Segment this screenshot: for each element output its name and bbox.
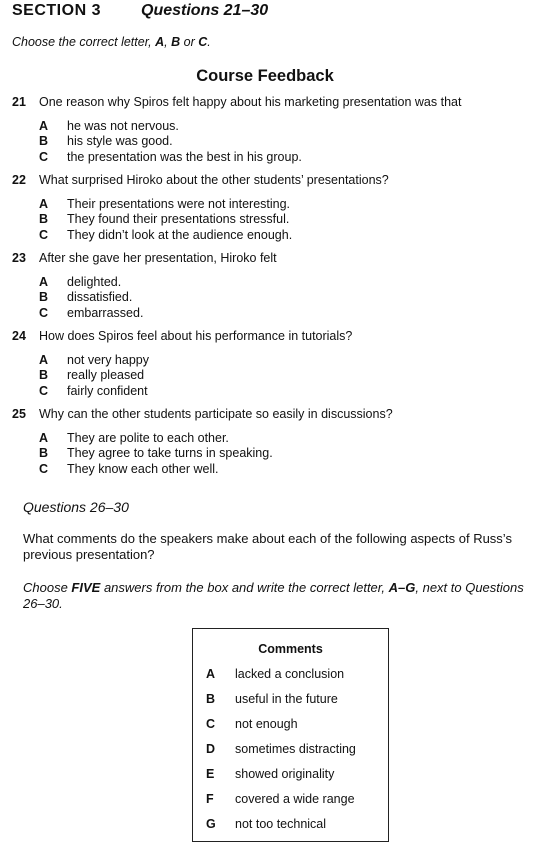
letter-c: C: [198, 35, 208, 49]
subheading: Questions 26–30: [23, 499, 129, 515]
choose-range: A–G: [388, 580, 416, 595]
question-number: 21: [12, 95, 26, 109]
instruction-sep2: or: [180, 35, 199, 49]
comment-letter: E: [206, 767, 215, 781]
choose-after: , next to Questions 26–30.: [23, 580, 524, 611]
comment-text: not enough: [235, 717, 298, 731]
comment-letter: A: [206, 667, 216, 681]
option-text: really pleased: [67, 368, 145, 382]
choose-instruction: [23, 580, 543, 612]
instruction-after: .: [207, 35, 211, 49]
question-stem: What surprised Hiroko about the other students’ presentations?: [39, 173, 389, 187]
option-text: They found their presentations stressful.: [67, 212, 290, 226]
instruction-sep1: ,: [164, 35, 172, 49]
comment-text: sometimes distracting: [235, 742, 356, 756]
question-stem: How does Spiros feel about his performance in tutorials?: [39, 329, 353, 343]
option-text: They agree to take turns in speaking.: [67, 446, 273, 460]
question-number: 23: [12, 251, 26, 265]
option-letter: A: [39, 353, 49, 367]
page-heading: Course Feedback: [196, 67, 334, 85]
choose-before: Choose: [23, 580, 72, 595]
question-stem: After she gave her presentation, Hiroko felt: [39, 251, 277, 265]
option-text: They know each other well.: [67, 462, 219, 476]
option-letter: A: [39, 431, 49, 445]
instruction-before: Choose the correct letter,: [12, 35, 156, 49]
letter-a: A: [155, 35, 165, 49]
option-text: embarrassed.: [67, 306, 144, 320]
option-letter: C: [39, 306, 49, 320]
option-letter: A: [39, 275, 49, 289]
question-number: 25: [12, 407, 26, 421]
comment-letter: D: [206, 742, 216, 756]
letter-b: B: [171, 35, 181, 49]
option-letter: B: [39, 368, 49, 382]
option-letter: B: [39, 212, 49, 226]
comment-text: lacked a conclusion: [235, 667, 345, 681]
comment-text: showed originality: [235, 767, 335, 781]
question-number: 24: [12, 329, 26, 343]
question-number: 22: [12, 173, 26, 187]
comment-letter: B: [206, 692, 216, 706]
option-text: he was not nervous.: [67, 119, 179, 133]
option-letter: A: [39, 119, 49, 133]
option-letter: B: [39, 446, 49, 460]
option-text: delighted.: [67, 275, 122, 289]
question-stem: Why can the other students participate so easily in discussions?: [39, 407, 393, 421]
option-text: They didn’t look at the audience enough.: [67, 228, 293, 242]
comments-box: [192, 628, 389, 842]
option-letter: C: [39, 150, 49, 164]
option-text: dissatisfied.: [67, 290, 133, 304]
option-letter: C: [39, 384, 49, 398]
option-letter: C: [39, 228, 49, 242]
option-letter: C: [39, 462, 49, 476]
questions-range: Questions 21–30: [141, 2, 269, 19]
comment-letter: G: [206, 817, 216, 831]
choose-five: FIVE: [71, 580, 101, 595]
option-letter: B: [39, 290, 49, 304]
option-text: They are polite to each other.: [67, 431, 229, 445]
option-text: Their presentations were not interesting.: [67, 197, 291, 211]
option-text: his style was good.: [67, 134, 173, 148]
comment-letter: C: [206, 717, 216, 731]
comment-text: useful in the future: [235, 692, 338, 706]
comment-text: covered a wide range: [235, 792, 355, 806]
option-text: not very happy: [67, 353, 149, 367]
prompt-text: What comments do the speakers make about each of the following aspects of Russ’s previous presentation?: [23, 531, 512, 562]
option-text: the presentation was the best in his group.: [67, 150, 302, 164]
question-stem: One reason why Spiros felt happy about his marketing presentation was that: [39, 95, 462, 109]
comment-letter: F: [206, 792, 214, 806]
choose-middle: answers from the box and write the correct letter,: [100, 580, 389, 595]
option-letter: B: [39, 134, 49, 148]
instruction: [12, 35, 211, 49]
comment-text: not too technical: [235, 817, 327, 831]
box-title: Comments: [258, 642, 323, 656]
section-title: SECTION 3: [12, 2, 101, 19]
option-letter: A: [39, 197, 49, 211]
option-text: fairly confident: [67, 384, 148, 398]
